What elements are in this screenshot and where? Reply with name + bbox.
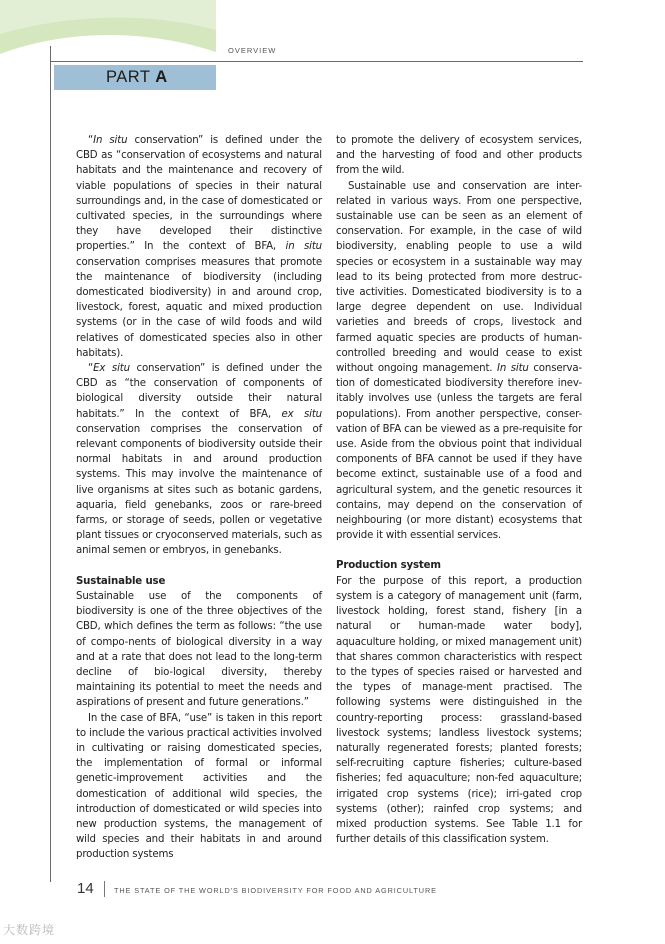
left-column <box>76 133 322 863</box>
paragraph-in-situ-definition: “In situ conservation” is defined under the CBD as “conservation of ecosystems and natural habitats and the maintenance and recovery of viable populations of species in their natural surroundings and, in the case of domesticated or cultivated species, in the surroundings where they have developed their distinctive properties.” In the context of BFA, in situ conservation comprises measures that promote the maintenance of biodiversity (including domesticated biodiversity) in and around crop, livestock, forest, aquatic and mixed production systems (or in the case of wild foods and wild relatives of domesticated species also in other habitats). <box>76 135 322 359</box>
paragraph-continuation: to promote the delivery of ecosystem services, and the harvesting of food and other products from the wild. <box>336 135 582 177</box>
corner-decoration <box>0 0 220 58</box>
part-label-box <box>54 65 216 90</box>
page-number: 14 <box>77 880 94 897</box>
part-label: PART <box>106 68 151 86</box>
paragraph-use-and-conservation: Sustainable use and conservation are inter-related in various ways. From one perspective, sustainable use can be seen as an element of conservation. For example, in the case of wild biodiversity, enabling people to use a wild species or ecosystem in a sustainable way may lead to its being protected from more destruc-tive activities. Domesticated biodiversity is to a large degree dependent on use. Individual varieties and breeds of crops, livestock and farmed aquatic species are products of human-controlled breeding and would cease to exist without ongoing management. In situ conserva-tion of domesticated biodiversity therefore inev-itably involves use (unless the targets are feral populations). From another perspective, conser-vation of BFA can be viewed as a pre-requisite for use. Aside from the obvious point that individual components of BFA cannot be used if they have become extinct, sustainable use of a food and agricultural system, and the genetic resources it contains, may depend on the conservation of neighbouring (or more distant) ecosystems that provide it with essential services. <box>336 180 583 542</box>
footer-publication-title: THE STATE OF THE WORLD'S BIODIVERSITY FOR FOOD AND AGRICULTURE <box>114 886 437 895</box>
header-rule <box>50 61 583 62</box>
paragraph-sustainable-use-definition: Sustainable use of the components of biodiversity is one of the three objectives of the CBD, which defines the term as follows: “the use of compo-nents of biological diversity in a way and at a rate that does not lead to the long-term decline of bio-logical diversity, thereby maintaining its potential to meet the needs and aspirations of present and future generations.” <box>76 590 322 709</box>
paragraph-production-system-definition: For the purpose of this report, a production system is a category of management unit (farm, livestock holding, forest stand, fishery [in a natural or human-made water body], aquaculture holding, or mixed management unit) that shares common characteristics with respect to the types of species raised or harvested and the types of manage-ment practised. The following systems were distinguished in the country-reporting process: grassland-based livestock systems; landless livestock systems; naturally regenerated forests; planted forests; self-recruiting capture fisheries; culture-based fisheries; fed aquaculture; non-fed aquaculture; irrigated crop systems (rice); irri-gated crop systems (other); rainfed crop systems; and mixed production systems. See Table 1.1 for further details of this classification system. <box>336 575 582 846</box>
running-head-section: OVERVIEW <box>228 46 277 55</box>
margin-rule <box>50 46 51 882</box>
part-letter: A <box>155 68 168 86</box>
heading-production-system: Production system <box>336 560 441 572</box>
paragraph-ex-situ-definition: “Ex situ conservation” is defined under the CBD as “the conservation of components of biological diversity outside their natural habitats.” In the context of BFA, ex situ conservation comprises the conservation of relevant components of biodiversity outside their normal habitats in and around production systems. This may involve the maintenance of live organisms at sites such as botanic gardens, aquaria, field genebanks, zoos or rare-breed farms, or storage of seeds, pollen or vegetative plant tissues or cryoconserved materials, such as animal semen or embryos, in genebanks. <box>76 363 322 557</box>
paragraph-use-in-bfa: In the case of BFA, “use” is taken in this report to include the various practical activities involved in cultivating or raising domesticated species, the implementation of formal or informal genetic-improvement activities and the domestication of additional wild species, the introduction of domesticated or wild species into new production systems, the management of wild species and their habitats in and around production systems <box>76 712 322 861</box>
heading-sustainable-use: Sustainable use <box>76 575 166 587</box>
right-column <box>336 133 582 847</box>
footer-rule <box>104 881 105 897</box>
watermark: 大数跨境 <box>3 923 56 937</box>
